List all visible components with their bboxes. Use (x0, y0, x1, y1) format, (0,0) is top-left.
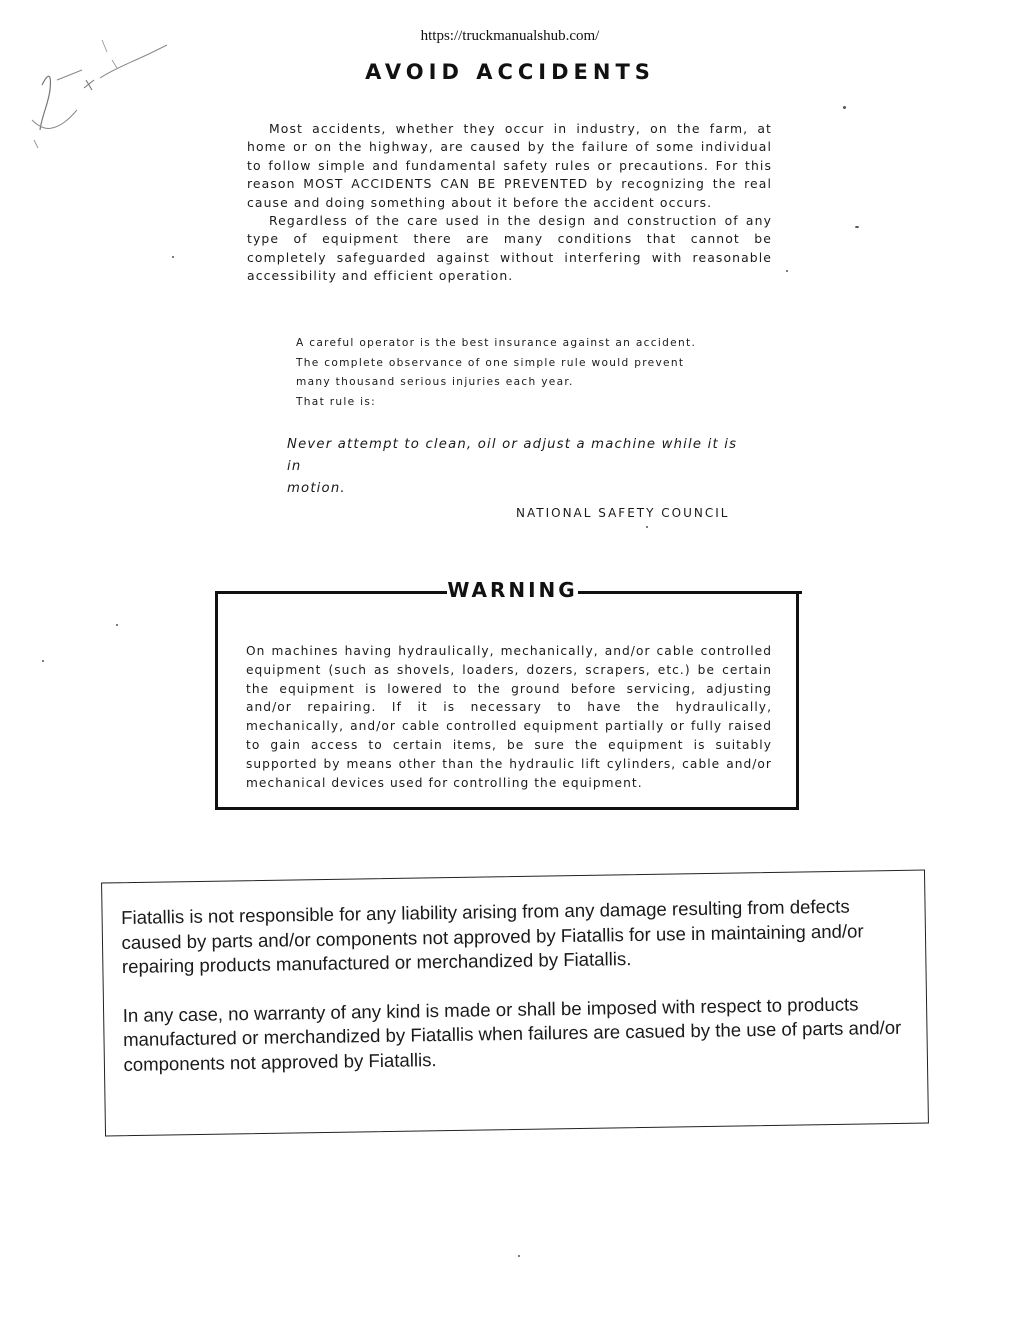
warning-text: On machines having hydraulically, mechanically, and/or cable controlled equipment (such as shovels, loaders, dozers, scrapers, etc.) be certain the equipment is lowered to the ground before servicing, adjusting and/or repairing. If it is necessary to have the hydraulically, mechanically, and/or cable controlled equipment partially or fully raised to gain access to certain items, be sure the equipment is suitably supported by means other than the hydraulic lift cylinders, cable and/or mechanical devices used for controlling the equipment. (246, 644, 772, 790)
intro-paragraph-1: Most accidents, whether they occur in industry, on the farm, at home or on the highway, are caused by the failure of some individual to follow simple and fundamental safety rules or precautions. For this reason MOST ACCIDENTS CAN BE PREVENTED by recognizing the real cause and doing something about it before the accident occurs. (247, 121, 772, 210)
scan-speck (855, 226, 859, 228)
scan-speck (786, 270, 788, 272)
source-url: https://truckmanualshub.com/ (420, 28, 600, 44)
scan-speck (172, 256, 174, 258)
safety-rule-line-2: motion. (287, 481, 346, 496)
intro-text (247, 120, 772, 286)
quote-attribution: NATIONAL SAFETY COUNCIL (516, 506, 730, 520)
warning-title: WARNING (447, 578, 578, 602)
quote-line: The complete observance of one simple rule would prevent (296, 356, 685, 369)
safety-rule (287, 434, 747, 500)
scan-speck (42, 660, 44, 662)
quote-line: many thousand serious injuries each year. (296, 376, 574, 388)
disclaimer-paragraph-1: Fiatallis is not responsible for any liability arising from any damage resulting from defects caused by parts and/or components not approved by Fiatallis for use in maintaining and/or repairing products manufactured or merchandized by Fiatallis. (121, 895, 864, 977)
quote-line: That rule is: (296, 395, 377, 408)
disclaimer-text (121, 894, 914, 1101)
quote-line: A careful operator is the best insurance against an accident. (296, 337, 697, 349)
scan-speck (843, 106, 846, 109)
scan-speck (646, 526, 648, 528)
intro-paragraph-2: Regardless of the care used in the design and construction of any type of equipment there are many conditions that cannot be completely safeguarded against without interfering with reasonable accessibility and efficient operation. (247, 213, 772, 284)
scan-speck (116, 624, 118, 626)
safety-quote (296, 334, 736, 412)
page-title: AVOID ACCIDENTS (365, 60, 655, 84)
disclaimer-paragraph-2: In any case, no warranty of any kind is made or shall be imposed with respect to products manufactured or merchandized by Fiatallis when failures are casued by the use of parts and/or components not approved by Fiatallis. (122, 992, 902, 1075)
handwritten-scribble (22, 30, 182, 160)
safety-rule-line-1: Never attempt to clean, oil or adjust a machine while it is in (287, 437, 738, 474)
scan-speck (518, 1255, 520, 1257)
